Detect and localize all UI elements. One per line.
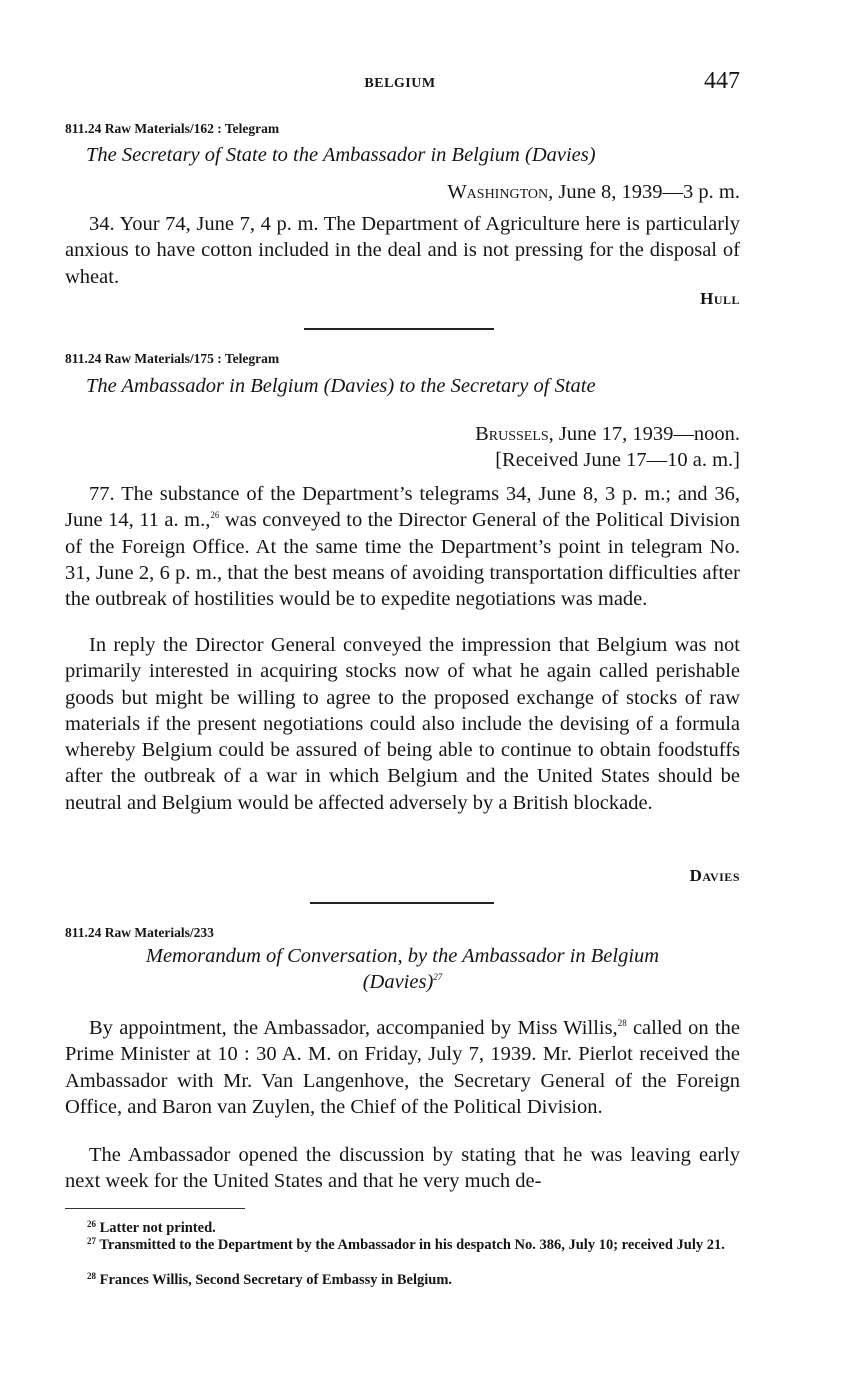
doc2-signature: Davies	[689, 866, 740, 885]
doc2-reference: 811.24 Raw Materials/175 : Telegram	[65, 351, 280, 366]
doc1-date: , June 8, 1939—3 p. m.	[548, 181, 740, 203]
doc2-date: , June 17, 1939—noon.	[548, 423, 740, 445]
footnote-divider	[65, 1208, 245, 1209]
footnote-ref-28: 28	[617, 1018, 627, 1028]
doc3-paragraph-1-text-b: called on the Prime Minister at 10 : 30 A. M. on Friday, July 7, 1939. Mr. Pierlot received the Ambassador with Mr. Van Langenhove, the Secretary General of the Foreign Office, and Baron van Zuylen, the Chief of the Political Division.	[65, 1017, 740, 1118]
doc3-paragraph-2: The Ambassador opened the discussion by stating that he was leaving early next week for the United States and that he very much de-	[65, 1144, 740, 1193]
doc2-paragraph-2: In reply the Director General conveyed the impression that Belgium was not primarily interested in acquiring stocks now of what he again called perishable goods but might be willing to agree to the proposed exchange of stocks of raw materials if the present negotiations could also include the devising of a formula whereby Belgium could be assured of being able to continue to obtain foodstuffs after the outbreak of a war in which Belgium and the United States should be neutral and Belgium would be affected adversely by a British blockade.	[65, 634, 740, 814]
footnote-27	[65, 1233, 745, 1253]
footnote-27-mark: 27	[87, 1236, 96, 1246]
doc1-signature: Hull	[700, 289, 740, 308]
doc1-paragraph-1: 34. Your 74, June 7, 4 p. m. The Department of Agriculture here is particularly anxious to have cotton included in the deal and is not pressing for the disposal of wheat.	[65, 213, 740, 288]
doc2-received: [Received June 17—10 a. m.]	[495, 449, 740, 471]
footnote-26-mark: 26	[87, 1219, 96, 1229]
running-title: BELGIUM	[364, 76, 436, 91]
doc3-paragraph-1-text-a: By appointment, the Ambassador, accompanied by Miss Willis,	[89, 1017, 618, 1039]
section-divider	[304, 328, 494, 330]
footnote-ref-27: 27	[433, 972, 443, 982]
footnote-26-text: Latter not printed.	[99, 1220, 216, 1236]
doc3-title-line-2	[65, 971, 740, 994]
doc3-reference: 811.24 Raw Materials/233	[65, 925, 214, 940]
doc3-paragraph-1	[65, 1015, 740, 1120]
doc2-paragraph-1-text-b: was conveyed to the Director General of the Political Division of the Foreign Office. At the same time the Department’s point in telegram No. 31, June 2, 6 p. m., that the best means of avoiding transportation difficulties after the outbreak of hostilities would be to expedite negotiations was made.	[65, 509, 740, 611]
footnote-27-text: Transmitted to the Department by the Ambassador in his despatch No. 386, July 10; received July 21.	[99, 1237, 725, 1253]
doc2-dateline	[475, 423, 740, 446]
footnote-28	[65, 1268, 745, 1288]
footnote-28-text: Frances Willis, Second Secretary of Embassy in Belgium.	[99, 1272, 453, 1288]
doc1-place: Washington	[447, 181, 549, 203]
page-number: 447	[704, 68, 740, 94]
doc1-title: The Secretary of State to the Ambassador in Belgium (Davies)	[86, 144, 596, 166]
doc1-reference: 811.24 Raw Materials/162 : Telegram	[65, 121, 280, 136]
footnote-ref-26: 26	[210, 510, 220, 521]
doc3-title-line-1: Memorandum of Conversation, by the Ambassador in Belgium	[145, 945, 660, 967]
doc2-paragraph-1-text-a: 77. The substance of the Department’s telegrams 34, June 8, 3 p. m.; and 36, June 14, 11 a. m.,	[65, 483, 740, 532]
doc1-dateline	[447, 181, 740, 204]
doc2-place: Brussels	[475, 423, 549, 445]
footnote-28-mark: 28	[87, 1271, 96, 1281]
doc2-paragraph-1	[65, 481, 740, 612]
doc3-title-author: (Davies)	[362, 971, 434, 993]
section-divider	[310, 902, 494, 904]
doc2-title: The Ambassador in Belgium (Davies) to the Secretary of State	[86, 375, 596, 397]
